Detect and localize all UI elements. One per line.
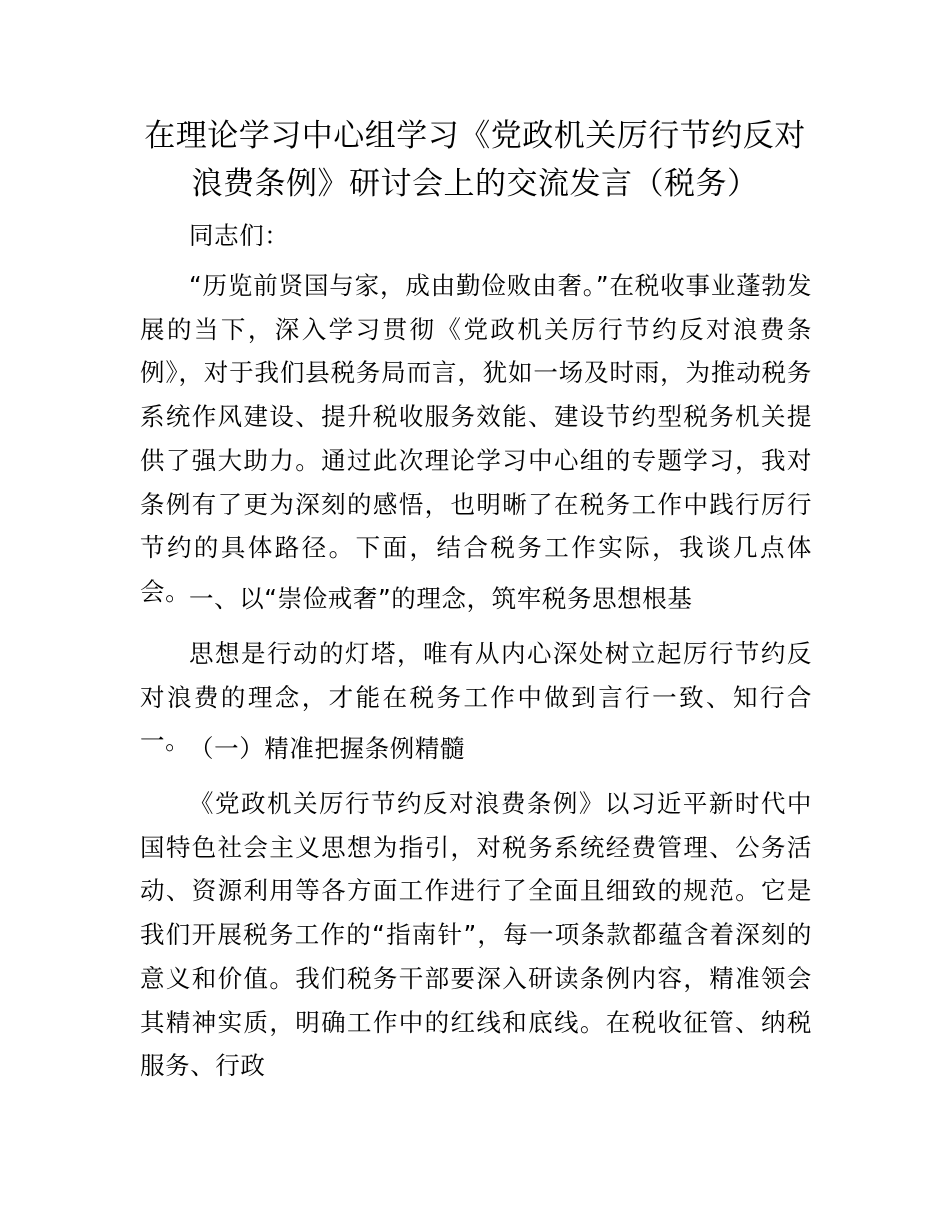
subsection-heading-1: （一）精准把握条例精髓 (189, 734, 466, 763)
salutation: 同志们： (189, 221, 290, 250)
section-1-paragraph: 思想是行动的灯塔，唯有从内心深处树立起厉行节约反对浪费的理念，才能在税务工作中做到言行一致、知行合一。 (140, 639, 812, 756)
section-heading-1: 一、以“崇俭戒奢”的理念，筑牢税务思想根基 (189, 584, 693, 613)
subsection-1-paragraph: 《党政机关厉行节约反对浪费条例》以习近平新时代中国特色社会主义思想为指引，对税务系统经费管理、公务活动、资源利用等各方面工作进行了全面且细致的规范。它是我们开展税务工作的“指南针”，每一项条款都蕴含着深刻的意义和价值。我们税务干部要深入研读条例内容，精准领会其精神实质，明确工作中的红线和底线。在税收征管、纳税服务、行政 (140, 789, 812, 1081)
intro-paragraph: “历览前贤国与家，成由勤俭败由奢。”在税收事业蓬勃发展的当下，深入学习贯彻《党政机关厉行节约反对浪费条例》，对于我们县税务局而言，犹如一场及时雨，为推动税务系统作风建设、提升税收服务效能、建设节约型税务机关提供了强大助力。通过此次理论学习中心组的专题学习，我对条例有了更为深刻的感悟，也明晰了在税务工作中践行厉行节约的具体路径。下面，结合税务工作实际，我谈几点体会。 (140, 271, 812, 606)
document-title: 在理论学习中心组学习《党政机关厉行节约反对浪费条例》研讨会上的交流发言（税务） (144, 118, 806, 202)
